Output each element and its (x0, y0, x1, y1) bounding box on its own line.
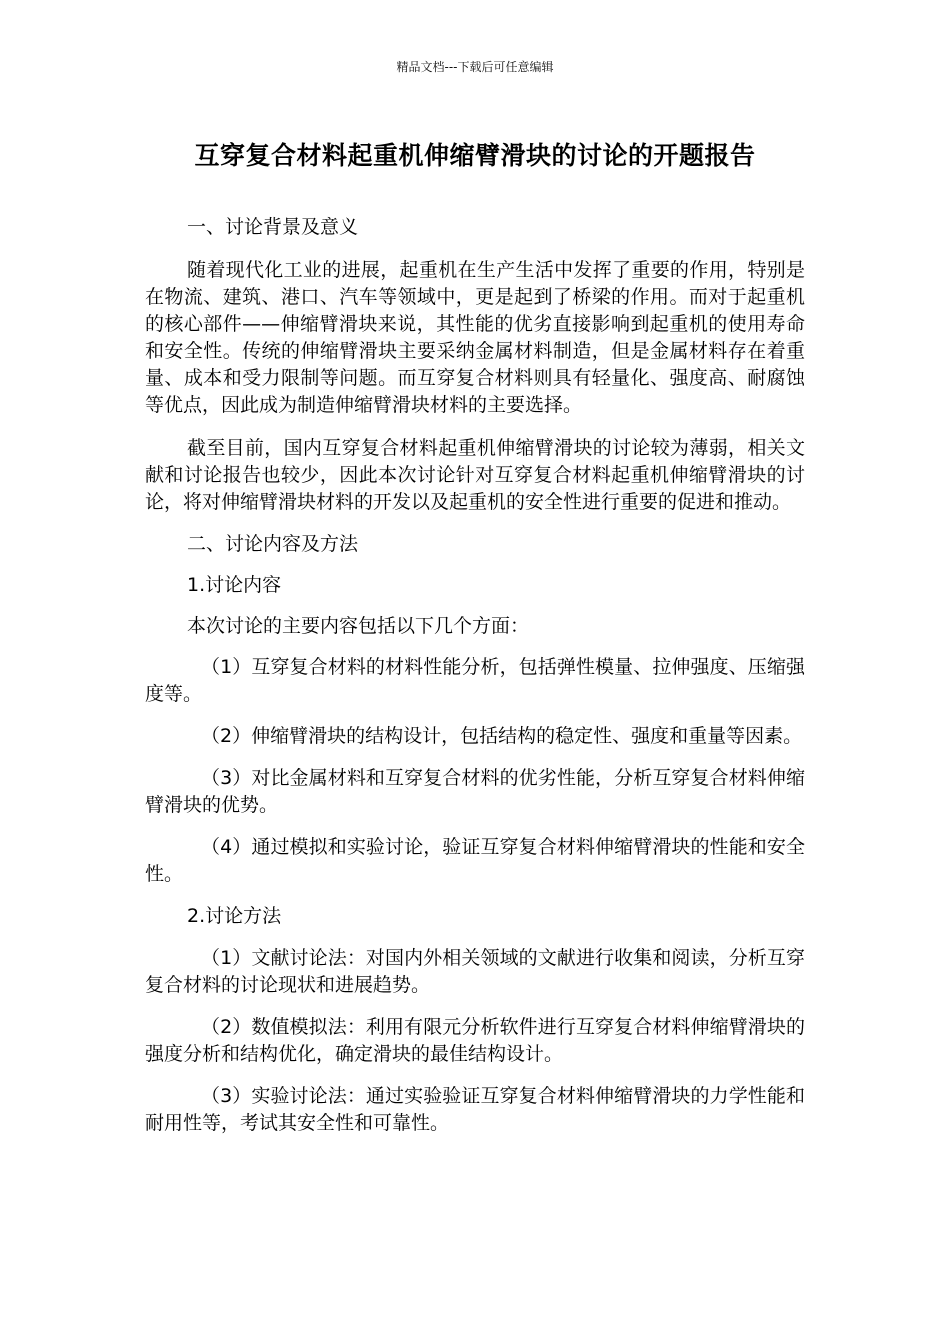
method-item: （2）数值模拟法：利用有限元分析软件进行互穿复合材料伸缩臂滑块的强度分析和结构优化，确定滑块的最佳结构设计。 (145, 1016, 805, 1065)
content-item: （2）伸缩臂滑块的结构设计，包括结构的稳定性、强度和重量等因素。 (201, 725, 803, 747)
content-intro: 本次讨论的主要内容包括以下几个方面： (187, 615, 530, 637)
document-body (145, 214, 805, 1137)
paragraph-background: 随着现代化工业的进展，起重机在生产生活中发挥了重要的作用，特别是在物流、建筑、港口、汽车等领域中，更是起到了桥梁的作用。而对于起重机的核心部件——伸缩臂滑块来说，其性能的优劣直接影响到起重机的使用寿命和安全性。传统的伸缩臂滑块主要采纳金属材料制造，但是金属材料存在着重量、成本和受力限制等问题。而互穿复合材料则具有轻量化、强度高、耐腐蚀等优点，因此成为制造伸缩臂滑块材料的主要选择。 (145, 259, 805, 416)
document-title: 互穿复合材料起重机伸缩臂滑块的讨论的开题报告 (194, 141, 756, 170)
content-item: （4）通过模拟和实验讨论，验证互穿复合材料伸缩臂滑块的性能和安全性。 (145, 836, 805, 885)
section-heading-background: 一、讨论背景及意义 (187, 216, 359, 238)
method-item: （3）实验讨论法：通过实验验证互穿复合材料伸缩臂滑块的力学性能和耐用性等，考试其安全性和可靠性。 (145, 1085, 805, 1134)
section-heading-content-method: 二、讨论内容及方法 (187, 533, 359, 555)
header-note: 精品文档---下载后可任意编辑 (396, 60, 554, 74)
content-item: （1）互穿复合材料的材料性能分析，包括弹性模量、拉伸强度、压缩强度等。 (145, 656, 805, 705)
subheading-method: 2.讨论方法 (187, 905, 282, 927)
method-item: （1）文献讨论法：对国内外相关领域的文献进行收集和阅读，分析互穿复合材料的讨论现状和进展趋势。 (145, 947, 805, 996)
paragraph-current-status: 截至目前，国内互穿复合材料起重机伸缩臂滑块的讨论较为薄弱，相关文献和讨论报告也较少，因此本次讨论针对互穿复合材料起重机伸缩臂滑块的讨论，将对伸缩臂滑块材料的开发以及起重机的安全性进行重要的促进和推动。 (145, 437, 805, 513)
subheading-content: 1.讨论内容 (187, 574, 282, 596)
content-item: （3）对比金属材料和互穿复合材料的优劣性能，分析互穿复合材料伸缩臂滑块的优势。 (145, 767, 805, 816)
